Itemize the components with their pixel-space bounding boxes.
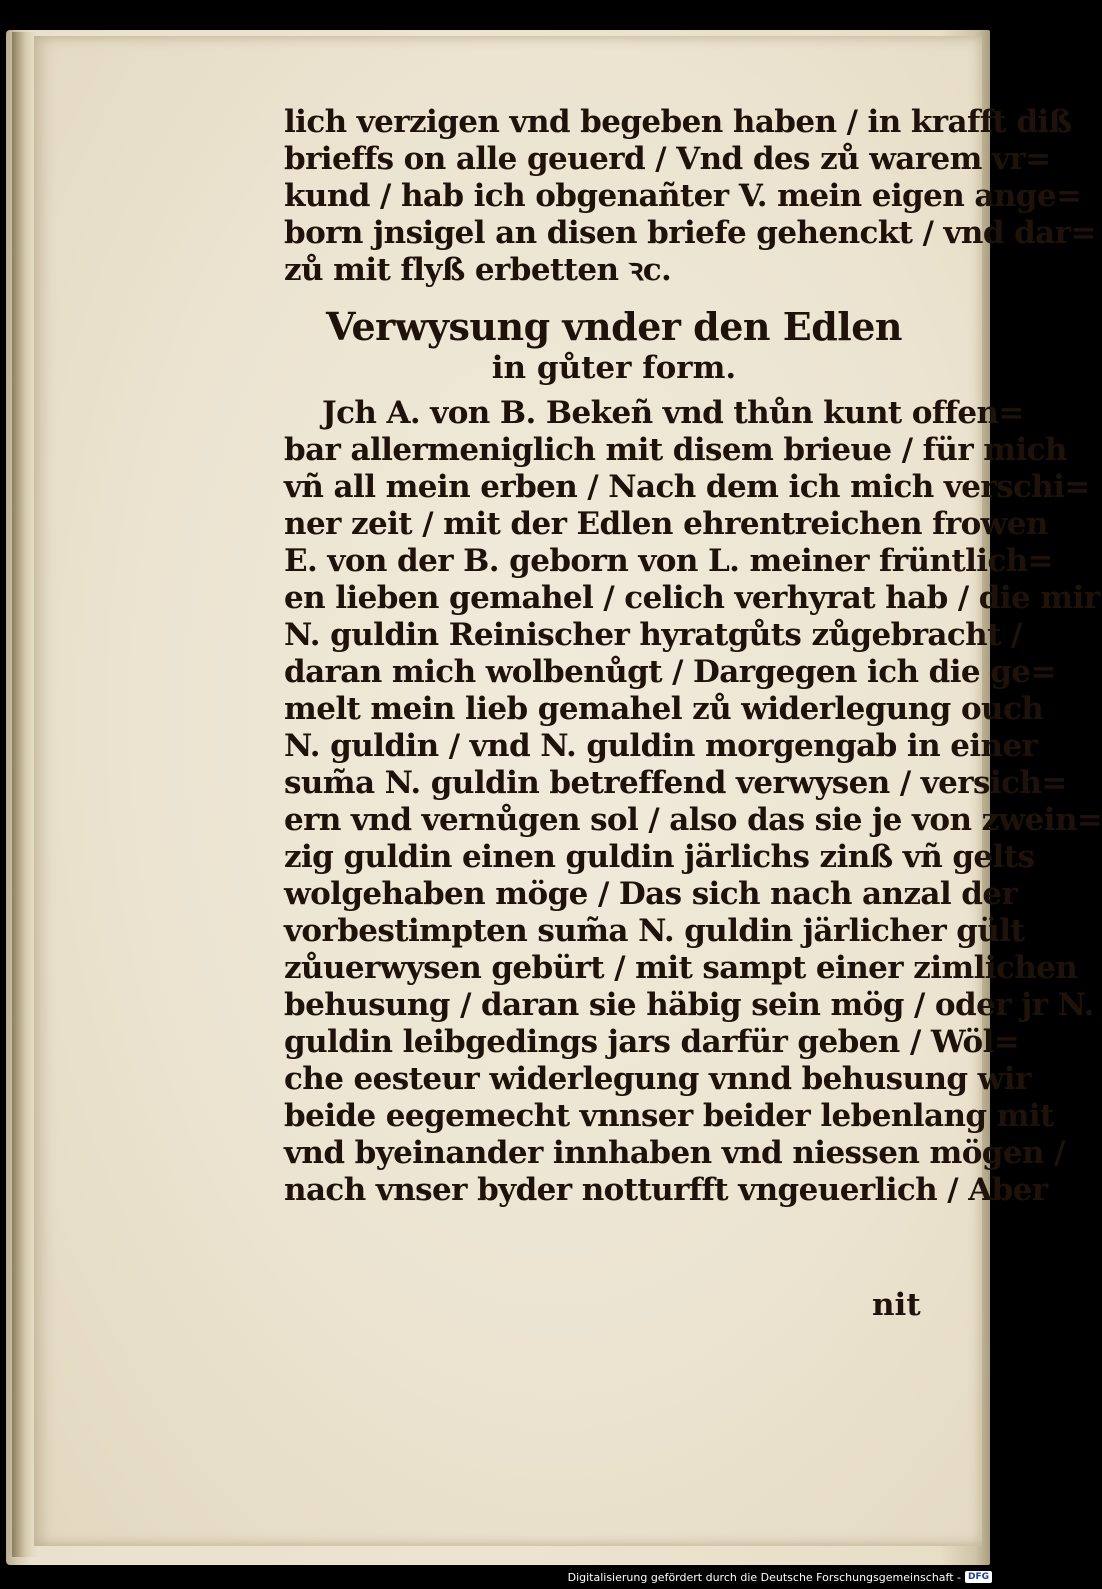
text-line: kund / hab ich obgenañter V. mein eigen ange= — [284, 178, 1082, 214]
dfg-logo: DFG — [965, 1571, 992, 1583]
text-line: che eesteur widerlegung vnnd behusung wir — [284, 1061, 1031, 1097]
text-line: zůuerwysen gebürt / mit sampt einer zimlichen — [284, 950, 1078, 986]
text-line: zig guldin einen guldin järlichs zinß vñ gelts — [284, 839, 1035, 875]
text-line: Jch A. von B. Bekeñ vnd thůn kunt offen= — [322, 395, 1024, 431]
text-line: guldin leibgedings jars darfür geben / Wöl= — [284, 1024, 1020, 1060]
text-line: zů mit flyß erbetten ꝛc. — [284, 252, 672, 288]
text-line: N. guldin / vnd N. guldin morgengab in einer — [284, 728, 1038, 764]
text-line: N. guldin Reinischer hyratgůts zůgebracht / — [284, 617, 1022, 653]
text-line: behusung / daran sie häbig sein mög / oder jr N. — [284, 987, 1094, 1023]
text-line: E. von der B. geborn von L. meiner früntlich= — [284, 543, 1054, 579]
text-line: sum̃a N. guldin betreffend verwysen / versich= — [284, 765, 1067, 801]
text-line: ner zeit / mit der Edlen ehrentreichen frowen — [284, 506, 1048, 542]
text-line: melt mein lieb gemahel zů widerlegung ouch — [284, 691, 1044, 727]
text-line: bar allermeniglich mit disem brieue / für mich — [284, 432, 1067, 468]
catchword: nit — [872, 1287, 921, 1323]
text-line: en lieben gemahel / celich verhyrat hab / die mir — [284, 580, 1100, 616]
text-line: wolgehaben möge / Das sich nach anzal der — [284, 876, 1018, 912]
section-heading: Verwysung vnder den Edlen — [325, 304, 903, 349]
section-subheading: in gůter form. — [491, 350, 737, 386]
text-line: ern vnd vernůgen sol / also das sie je von zwein= — [284, 802, 1102, 838]
text-line: vnd byeinander innhaben vnd niessen mögen / — [284, 1135, 1065, 1171]
footer-credit-text: Digitalisierung gefördert durch die Deutsche Forschungsgemeinschaft - — [567, 1570, 961, 1584]
text-line: nach vnser byder notturfft vngeuerlich / Aber — [284, 1172, 1048, 1208]
text-line: vorbestimpten sum̃a N. guldin järlicher gült — [284, 913, 1025, 949]
text-line: daran mich wolbenůgt / Dargegen ich die ge= — [284, 654, 1056, 690]
text-line: lich verzigen vnd begeben haben / in krafft diß — [284, 104, 1072, 140]
text-line: born jnsigel an disen briefe gehenckt / vnd dar= — [284, 215, 1096, 251]
text-line: vñ all mein erben / Nach dem ich mich verschi= — [284, 469, 1090, 505]
text-line: brieffs on alle geuerd / Vnd des zů warem vr= — [284, 141, 1051, 177]
digitization-footer — [568, 1567, 992, 1587]
text-line: beide eegemecht vnnser beider lebenlang mit — [284, 1098, 1054, 1134]
text-block — [284, 104, 1102, 1209]
